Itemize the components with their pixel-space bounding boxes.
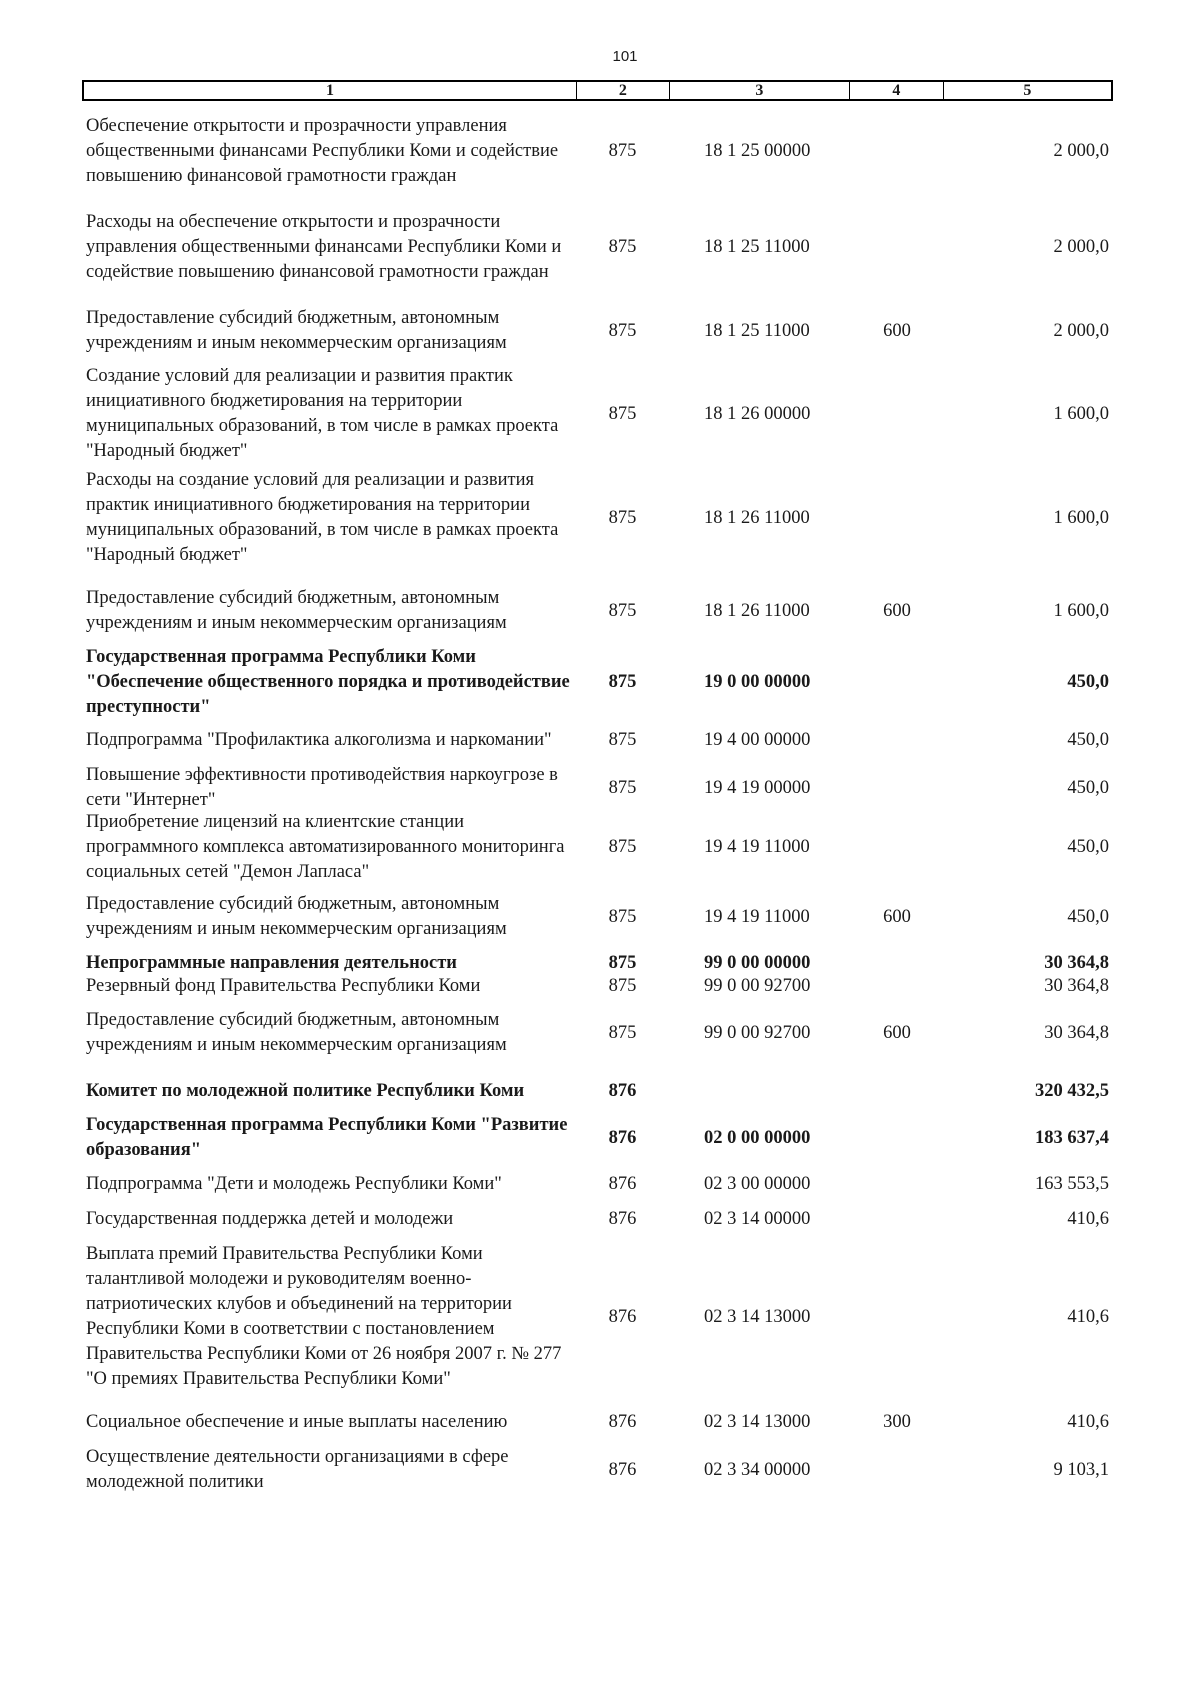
row-ministry-code: 875 [608,140,637,161]
row-name: Подпрограмма "Дети и молодежь Республики Коми" [86,1173,502,1194]
column-header-3: 3 [669,82,849,99]
row-expense-type: 300 [883,1411,911,1432]
table-header [82,80,1113,101]
row-name: Государственная программа Республики Коми "Развитие образования" [86,1115,568,1160]
row-target-code: 02 3 14 00000 [704,1209,811,1229]
row-target-code: 19 4 00 00000 [704,730,811,750]
table-row [82,953,1113,974]
row-amount: 320 432,5 [1035,1080,1109,1101]
table-row [82,294,1113,368]
row-target-code: 99 0 00 00000 [704,953,811,973]
table-row [82,881,1113,953]
row-target-code: 18 1 26 11000 [704,600,810,621]
table-row [82,576,1113,646]
row-ministry-code: 875 [608,403,637,424]
table-row [82,1067,1113,1115]
row-amount: 30 364,8 [1044,1022,1109,1043]
row-name: Подпрограмма "Профилактика алкоголизма и наркомании" [86,730,552,750]
row-ministry-code: 876 [608,1080,637,1101]
table-row [82,101,1113,201]
row-amount: 450,0 [1067,777,1109,798]
row-amount: 183 637,4 [1035,1127,1109,1148]
row-ministry-code: 875 [608,976,637,996]
row-target-code: 02 3 34 00000 [704,1459,811,1480]
row-name: Комитет по молодежной политике Республики Коми [86,1080,525,1101]
row-target-code: 02 3 14 13000 [704,1306,811,1327]
row-name: Государственная поддержка детей и молодежи [86,1209,454,1229]
column-header-4: 4 [849,82,943,99]
row-name: Повышение эффективности противодействия наркоугрозе в сети "Интернет" [86,765,558,810]
row-amount: 410,6 [1067,1411,1109,1432]
row-expense-type: 600 [883,600,911,621]
row-target-code: 99 0 00 92700 [704,1022,811,1043]
row-ministry-code: 875 [608,777,637,798]
table-row [82,1402,1113,1442]
row-ministry-code: 875 [608,320,637,341]
row-amount: 410,6 [1067,1209,1109,1229]
row-amount: 30 364,8 [1044,976,1109,996]
row-ministry-code: 876 [608,1459,637,1480]
row-amount: 450,0 [1067,906,1109,927]
table-body [82,101,1113,1498]
table-row [82,460,1113,576]
table-row [82,1442,1113,1498]
table-row [82,368,1113,460]
table-row [82,1232,1113,1402]
row-name: Расходы на обеспечение открытости и прозрачности управления общественными финансами Республики Коми и содействие повышению финансовой грамотности граждан [86,212,562,282]
row-target-code: 18 1 25 11000 [704,320,810,341]
row-ministry-code: 875 [608,237,637,257]
row-amount: 30 364,8 [1044,953,1109,973]
page-number: 101 [612,48,638,65]
row-target-code: 02 3 14 13000 [704,1411,811,1432]
table-row [82,763,1113,813]
row-ministry-code: 876 [608,1127,637,1148]
table-row [82,646,1113,718]
row-target-code: 18 1 25 11000 [704,237,810,257]
table-row [82,718,1113,763]
table-row [82,813,1113,881]
row-name: Осуществление деятельности организациями в сфере молодежной политики [86,1447,509,1492]
row-ministry-code: 875 [608,600,637,621]
row-ministry-code: 876 [608,1173,637,1194]
table-row [82,974,1113,999]
row-ministry-code: 875 [608,1022,637,1043]
row-target-code: 99 0 00 92700 [704,976,811,996]
column-header-5: 5 [943,82,1111,99]
row-name: Создание условий для реализации и развития практик инициативного бюджетирования на территории муниципальных образований, в том числе в рамках проекта "Народный бюджет" [86,366,559,461]
row-name: Предоставление субсидий бюджетным, автономным учреждениям и иным некоммерческим организациям [86,588,507,633]
row-name: Государственная программа Республики Коми "Обеспечение общественного порядка и противодействие преступности" [86,646,570,717]
row-amount: 2 000,0 [1053,237,1109,257]
row-target-code: 18 1 26 11000 [704,507,810,528]
row-name: Выплата премий Правительства Республики Коми талантливой молодежи и руководителям военно-патриотических клубов и объединений на территории Республики Коми в соответствии с постановлением Правительства Республики Коми от 26 ноября 2007 г. № 277 "О премиях Правительства Республики Коми" [86,1244,562,1389]
row-amount: 9 103,1 [1053,1459,1109,1480]
row-name: Непрограммные направления деятельности [86,953,457,973]
row-name: Социальное обеспечение и иные выплаты населению [86,1411,508,1432]
table-row [82,999,1113,1067]
column-header-1: 1 [326,82,335,99]
row-expense-type: 600 [883,906,911,927]
row-name: Предоставление субсидий бюджетным, автономным учреждениям и иным некоммерческим организациям [86,308,507,353]
row-amount: 410,6 [1067,1306,1109,1327]
row-amount: 450,0 [1067,730,1109,750]
row-name: Предоставление субсидий бюджетным, автономным учреждениям и иным некоммерческим организациям [86,1010,507,1055]
row-amount: 2 000,0 [1053,140,1109,161]
row-amount: 450,0 [1067,836,1109,857]
row-target-code: 02 0 00 00000 [704,1127,811,1148]
row-target-code: 19 4 19 00000 [704,777,811,798]
budget-table [82,80,1113,1498]
table-row [82,1207,1113,1232]
table-row [82,1161,1113,1207]
row-target-code: 02 3 00 00000 [704,1173,811,1194]
row-ministry-code: 876 [608,1209,637,1229]
row-target-code: 19 4 19 11000 [704,906,810,927]
row-amount: 1 600,0 [1053,600,1109,621]
row-amount: 163 553,5 [1035,1173,1109,1194]
row-name: Приобретение лицензий на клиентские станции программного комплекса автоматизированного мониторинга социальных сетей "Демон Лапласа" [86,811,565,882]
row-target-code: 19 4 19 11000 [704,836,810,857]
row-ministry-code: 876 [608,1411,637,1432]
column-header-2: 2 [576,82,669,99]
row-name: Предоставление субсидий бюджетным, автономным учреждениям и иным некоммерческим организациям [86,894,507,939]
row-ministry-code: 875 [608,507,637,528]
row-ministry-code: 875 [608,836,637,857]
row-ministry-code: 875 [608,953,637,973]
row-ministry-code: 876 [608,1306,637,1327]
row-ministry-code: 875 [608,671,637,692]
row-expense-type: 600 [883,320,911,341]
row-amount: 450,0 [1067,671,1109,692]
row-name: Обеспечение открытости и прозрачности управления общественными финансами Республики Коми и содействие повышению финансовой грамотности граждан [86,115,559,186]
row-ministry-code: 875 [608,730,637,750]
row-ministry-code: 875 [608,906,637,927]
row-target-code: 18 1 25 00000 [704,140,811,161]
row-amount: 1 600,0 [1053,507,1109,528]
table-row [82,201,1113,294]
row-amount: 1 600,0 [1053,403,1109,424]
row-target-code: 18 1 26 00000 [704,403,811,424]
row-amount: 2 000,0 [1053,320,1109,341]
row-target-code: 19 0 00 00000 [704,671,811,692]
row-name: Расходы на создание условий для реализации и развития практик инициативного бюджетирования на территории муниципальных образований, в том числе в рамках проекта "Народный бюджет" [86,470,559,565]
row-expense-type: 600 [883,1022,911,1043]
row-name: Резервный фонд Правительства Республики Коми [86,976,481,996]
table-row [82,1115,1113,1161]
